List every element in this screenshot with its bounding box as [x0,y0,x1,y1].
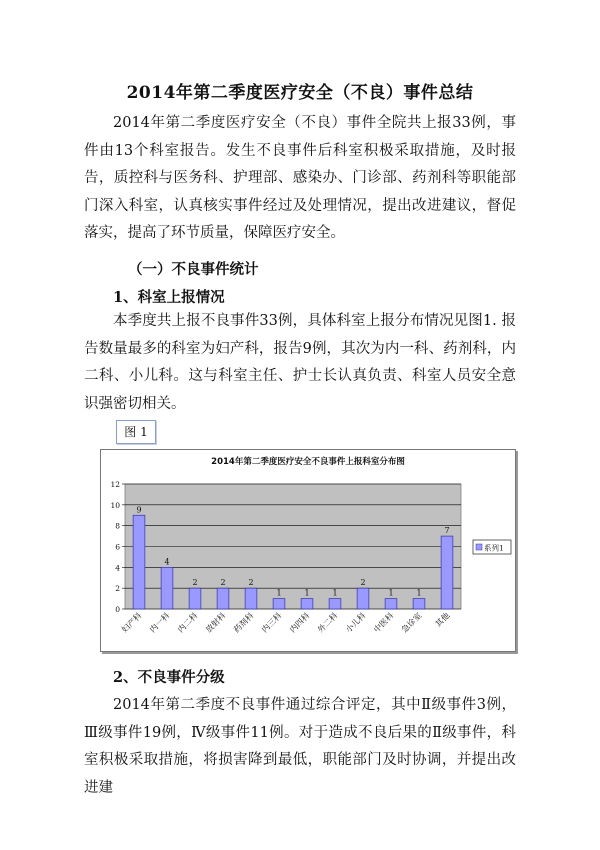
bar [385,599,397,609]
y-tick-label: 8 [115,521,120,531]
bar [301,599,313,609]
bar [133,515,145,609]
subsection-heading-department-reports: 1、科室上报情况 [113,289,225,306]
chart-container [100,449,516,652]
data-label: 7 [444,526,450,536]
x-tick-label: 中医科 [372,611,396,635]
x-tick-label: 急诊室 [400,611,424,635]
y-tick-label: 12 [110,480,120,489]
x-tick-label: 内四科 [288,611,312,635]
department-reports-paragraph: 本季度共上报不良事件33例，具体科室上报分布情况见图1. 报告数量最多的科室为妇产科，报告9例，其次为内一科、药剂科，内二科、小儿科。这与科室主任、护士长认真负责、科室人员安全意识强密切相关。 [84,313,516,412]
data-label: 2 [220,578,226,588]
x-tick-label: 其他 [433,611,452,629]
y-tick-label: 2 [115,584,120,594]
data-label: 2 [360,578,366,588]
chart-title: 2014年第二季度医疗安全不良事件上报科室分布图 [211,457,405,467]
figure-label: 图 1 [116,420,156,444]
y-tick-label: 0 [115,605,120,614]
data-label: 1 [276,588,282,598]
data-label: 2 [192,578,198,588]
x-tick-label: 内三科 [260,611,284,635]
data-label: 1 [332,588,338,598]
y-tick-label: 4 [115,563,120,573]
bar [217,588,229,609]
x-tick-label: 内二科 [176,611,200,635]
data-label: 1 [304,588,310,598]
x-tick-label: 外二科 [316,611,340,635]
bar [273,599,285,609]
legend-swatch [476,544,482,550]
y-tick-label: 6 [115,542,120,552]
x-tick-label: 小儿科 [344,611,368,635]
bar [441,536,453,609]
bar [413,599,425,609]
bar [189,588,201,609]
bar-chart [101,450,515,651]
bar [245,588,257,609]
data-label: 2 [248,578,254,588]
bar [329,599,341,609]
intro-paragraph: 2014年第二季度医疗安全（不良）事件全院共上报33例，事件由13个科室报告。发生不良事件后科室积极采取措施，及时报告，质控科与医务科、护理部、感染办、门诊部、药剂科等职能部门深入科室，认真核实事件经过及处理情况，提出改进建议，督促落实，提高了环节质量，保障医疗安全。 [84,115,516,241]
subsection-heading-grading: 2、不良事件分级 [113,669,225,686]
data-label: 9 [136,505,142,515]
y-tick-label: 10 [110,500,120,510]
grading-paragraph: 2014年第二季度不良事件通过综合评定，其中Ⅱ级事件3例，Ⅲ级事件19例，Ⅳ级事件11例。对于造成不良后果的Ⅱ级事件，科室积极采取措施，将损害降到最低，职能部门及时协调，并提出改进建 [84,697,516,796]
legend-label: 系列1 [484,543,504,553]
data-label: 4 [164,557,170,567]
data-label: 1 [388,588,394,598]
bar [357,588,369,609]
x-tick-label: 放射科 [204,611,228,635]
x-tick-label: 药剂科 [232,611,256,635]
x-tick-label: 妇产科 [120,611,144,635]
section-heading-statistics: （一）不良事件统计 [128,261,259,278]
document-title: 2014年第二季度医疗安全（不良）事件总结 [126,83,474,103]
bar [161,567,173,609]
x-tick-label: 内一科 [148,611,172,635]
data-label: 1 [416,588,422,598]
